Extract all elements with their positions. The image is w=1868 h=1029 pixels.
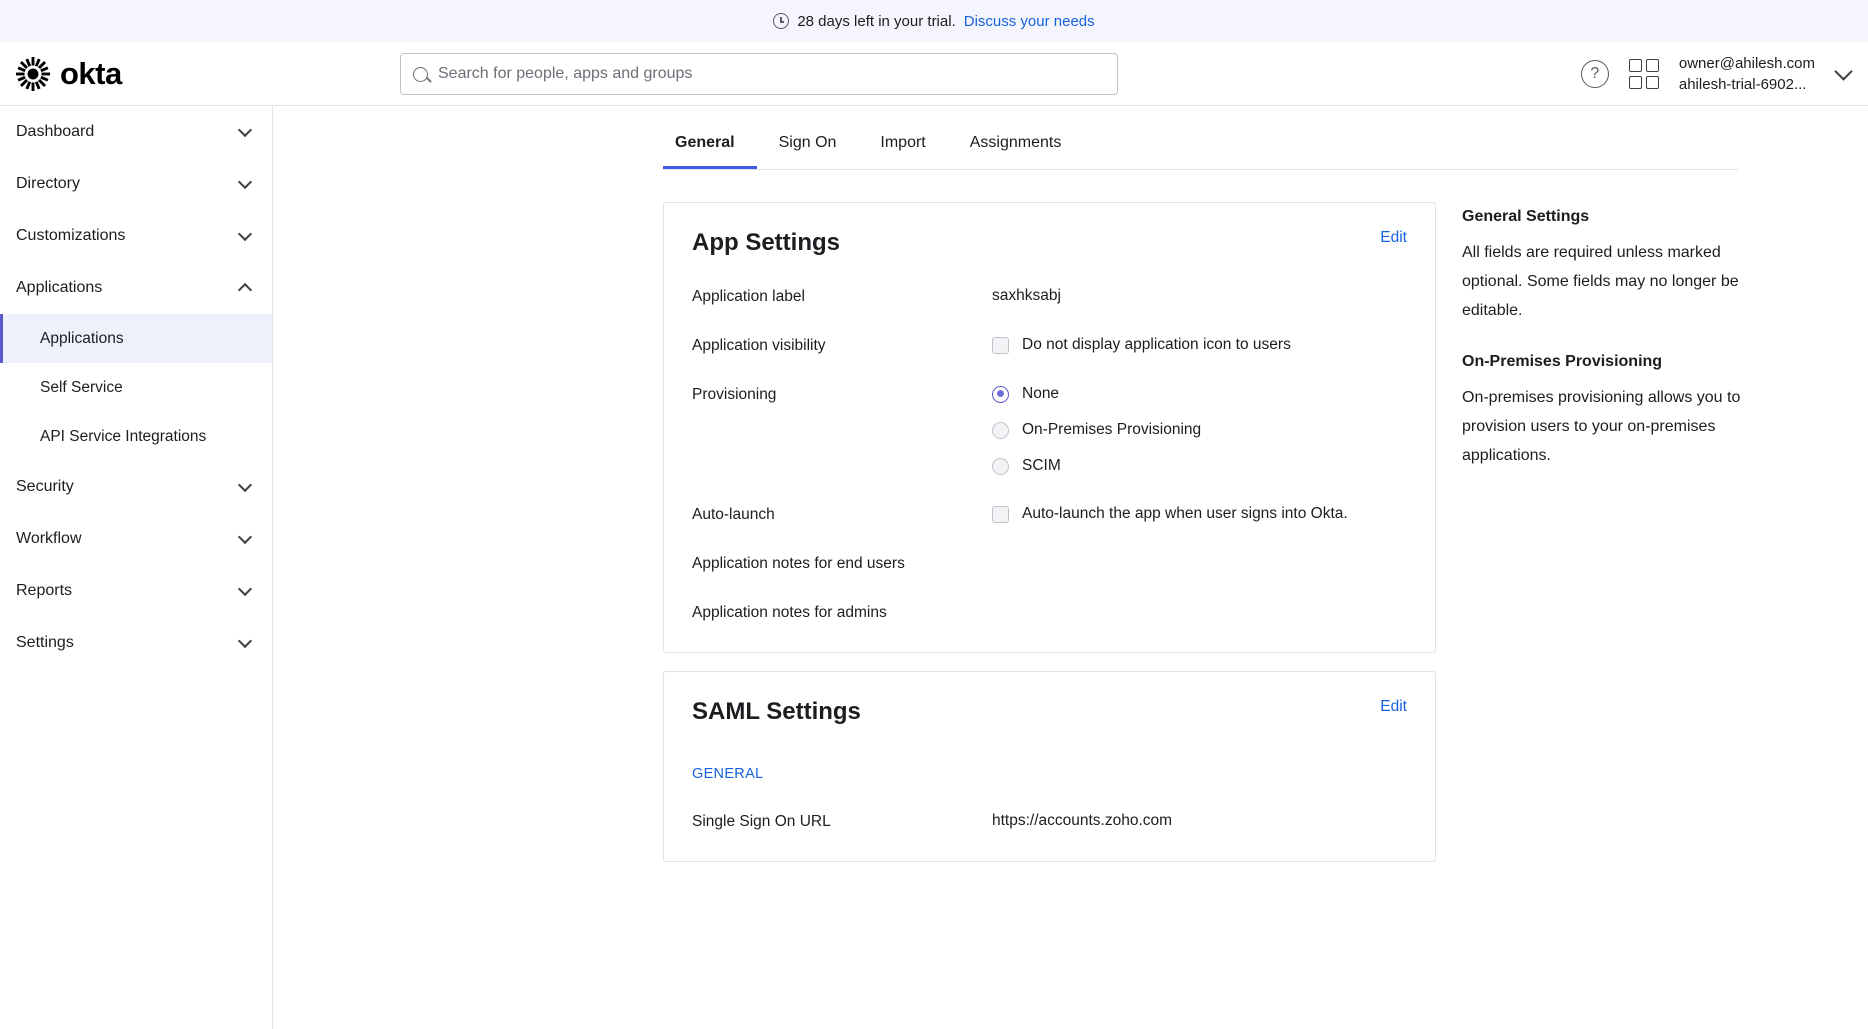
field-value: saxhksabj <box>992 287 1061 304</box>
checkbox-auto-launch[interactable] <box>992 506 1009 523</box>
row-single-sign-on-url <box>692 812 1407 831</box>
saml-settings-title: SAML Settings <box>692 698 861 725</box>
sidebar-subitem-self-service[interactable] <box>0 363 272 412</box>
account-org: ahilesh-trial-6902... <box>1678 75 1807 93</box>
sidebar-item-label: Customizations <box>16 227 126 244</box>
sidebar-item-label: Directory <box>16 175 81 192</box>
chevron-down-icon <box>238 530 252 544</box>
field-label: Single Sign On URL <box>692 813 831 830</box>
tab-sign-on[interactable]: Sign On <box>778 134 837 151</box>
sidebar-item-dashboard[interactable] <box>0 106 272 158</box>
app-grid-icon[interactable] <box>1629 59 1659 89</box>
chevron-down-icon <box>238 175 252 189</box>
sidebar <box>0 106 273 1029</box>
trial-banner <box>0 0 1868 42</box>
help-panel <box>1462 202 1762 880</box>
app-settings-card <box>663 202 1436 653</box>
help-heading-general-settings: General Settings <box>1462 208 1590 225</box>
okta-sunburst-icon <box>16 57 50 91</box>
radio-label: SCIM <box>1022 457 1061 474</box>
help-icon[interactable]: ? <box>1581 60 1609 88</box>
radio-label: None <box>1022 385 1060 402</box>
saml-general-section-label: GENERAL <box>692 766 764 782</box>
app-settings-title: App Settings <box>692 229 840 256</box>
account-menu[interactable] <box>1679 53 1850 95</box>
search-icon <box>413 67 428 82</box>
trial-message: 28 days left in your trial. <box>797 12 956 30</box>
chevron-up-icon <box>238 282 252 296</box>
tab-general[interactable]: General <box>663 126 757 169</box>
checkbox-label: Do not display application icon to users <box>1022 336 1291 353</box>
chevron-down-icon <box>238 634 252 648</box>
radio-provisioning-on-premises[interactable] <box>992 422 1009 439</box>
clock-icon <box>773 13 789 29</box>
checkbox-label: Auto-launch the app when user signs into Okta. <box>1022 505 1348 522</box>
sidebar-item-label: Dashboard <box>16 123 95 140</box>
top-bar <box>0 42 1868 106</box>
help-text-general-settings: All fields are required unless marked optional. Some fields may no longer be editable. <box>1462 244 1739 319</box>
okta-logo[interactable] <box>0 57 273 91</box>
sidebar-item-label: Reports <box>16 582 73 599</box>
sidebar-item-label: Workflow <box>16 530 82 547</box>
row-application-label <box>692 287 1407 306</box>
discuss-needs-link[interactable]: Discuss your needs <box>963 12 1095 30</box>
top-bar-right <box>1581 53 1850 95</box>
sidebar-subitem-applications[interactable] <box>0 314 272 363</box>
settings-cards <box>663 202 1436 880</box>
radio-provisioning-none[interactable] <box>992 386 1009 403</box>
chevron-down-icon <box>238 582 252 596</box>
checkbox-hide-app-icon[interactable] <box>992 337 1009 354</box>
sidebar-item-label: Applications <box>16 279 103 296</box>
field-label: Application label <box>692 288 805 305</box>
saml-settings-edit-link[interactable]: Edit <box>1380 698 1407 715</box>
sidebar-item-workflow[interactable] <box>0 513 272 565</box>
sidebar-item-label: Security <box>16 478 74 495</box>
radio-label: On-Premises Provisioning <box>1022 421 1202 438</box>
tab-bar <box>663 106 1738 170</box>
chevron-down-icon[interactable] <box>1834 62 1852 80</box>
row-auto-launch <box>692 505 1407 524</box>
help-text-on-premises-provisioning: On-premises provisioning allows you to provision users to your on-premises applications. <box>1462 389 1741 464</box>
field-label: Application notes for admins <box>692 604 887 621</box>
field-label: Application visibility <box>692 337 826 354</box>
sidebar-subitem-api-service-integrations[interactable] <box>0 412 272 461</box>
chevron-down-icon <box>238 478 252 492</box>
sidebar-item-applications[interactable] <box>0 262 272 314</box>
field-label: Application notes for end users <box>692 555 905 572</box>
row-provisioning <box>692 385 1407 475</box>
field-value: https://accounts.zoho.com <box>992 812 1173 829</box>
sidebar-item-label: Settings <box>16 634 74 651</box>
sidebar-item-settings[interactable] <box>0 617 272 669</box>
sidebar-item-directory[interactable] <box>0 158 272 210</box>
sidebar-subitem-label: Self Service <box>40 378 123 396</box>
account-email: owner@ahilesh.com <box>1678 54 1815 72</box>
sidebar-subitem-label: API Service Integrations <box>40 427 207 445</box>
tab-import[interactable]: Import <box>880 134 926 151</box>
row-application-visibility <box>692 336 1407 355</box>
sidebar-item-customizations[interactable] <box>0 210 272 262</box>
sidebar-item-security[interactable] <box>0 461 272 513</box>
radio-provisioning-scim[interactable] <box>992 458 1009 475</box>
help-heading-on-premises-provisioning: On-Premises Provisioning <box>1462 353 1663 370</box>
main-content <box>273 106 1868 1029</box>
okta-wordmark: okta <box>60 56 122 91</box>
sidebar-subitem-label: Applications <box>40 329 124 347</box>
app-settings-edit-link[interactable]: Edit <box>1380 229 1407 246</box>
row-notes-end-users <box>692 554 1407 573</box>
field-label: Auto-launch <box>692 506 775 523</box>
row-notes-admins <box>692 603 1407 622</box>
search-input[interactable] <box>438 65 1105 83</box>
sidebar-item-reports[interactable] <box>0 565 272 617</box>
chevron-down-icon <box>238 123 252 137</box>
field-label: Provisioning <box>692 386 777 403</box>
tab-assignments[interactable]: Assignments <box>969 134 1062 151</box>
chevron-down-icon <box>238 227 252 241</box>
saml-settings-card <box>663 671 1436 862</box>
global-search[interactable] <box>400 53 1118 95</box>
